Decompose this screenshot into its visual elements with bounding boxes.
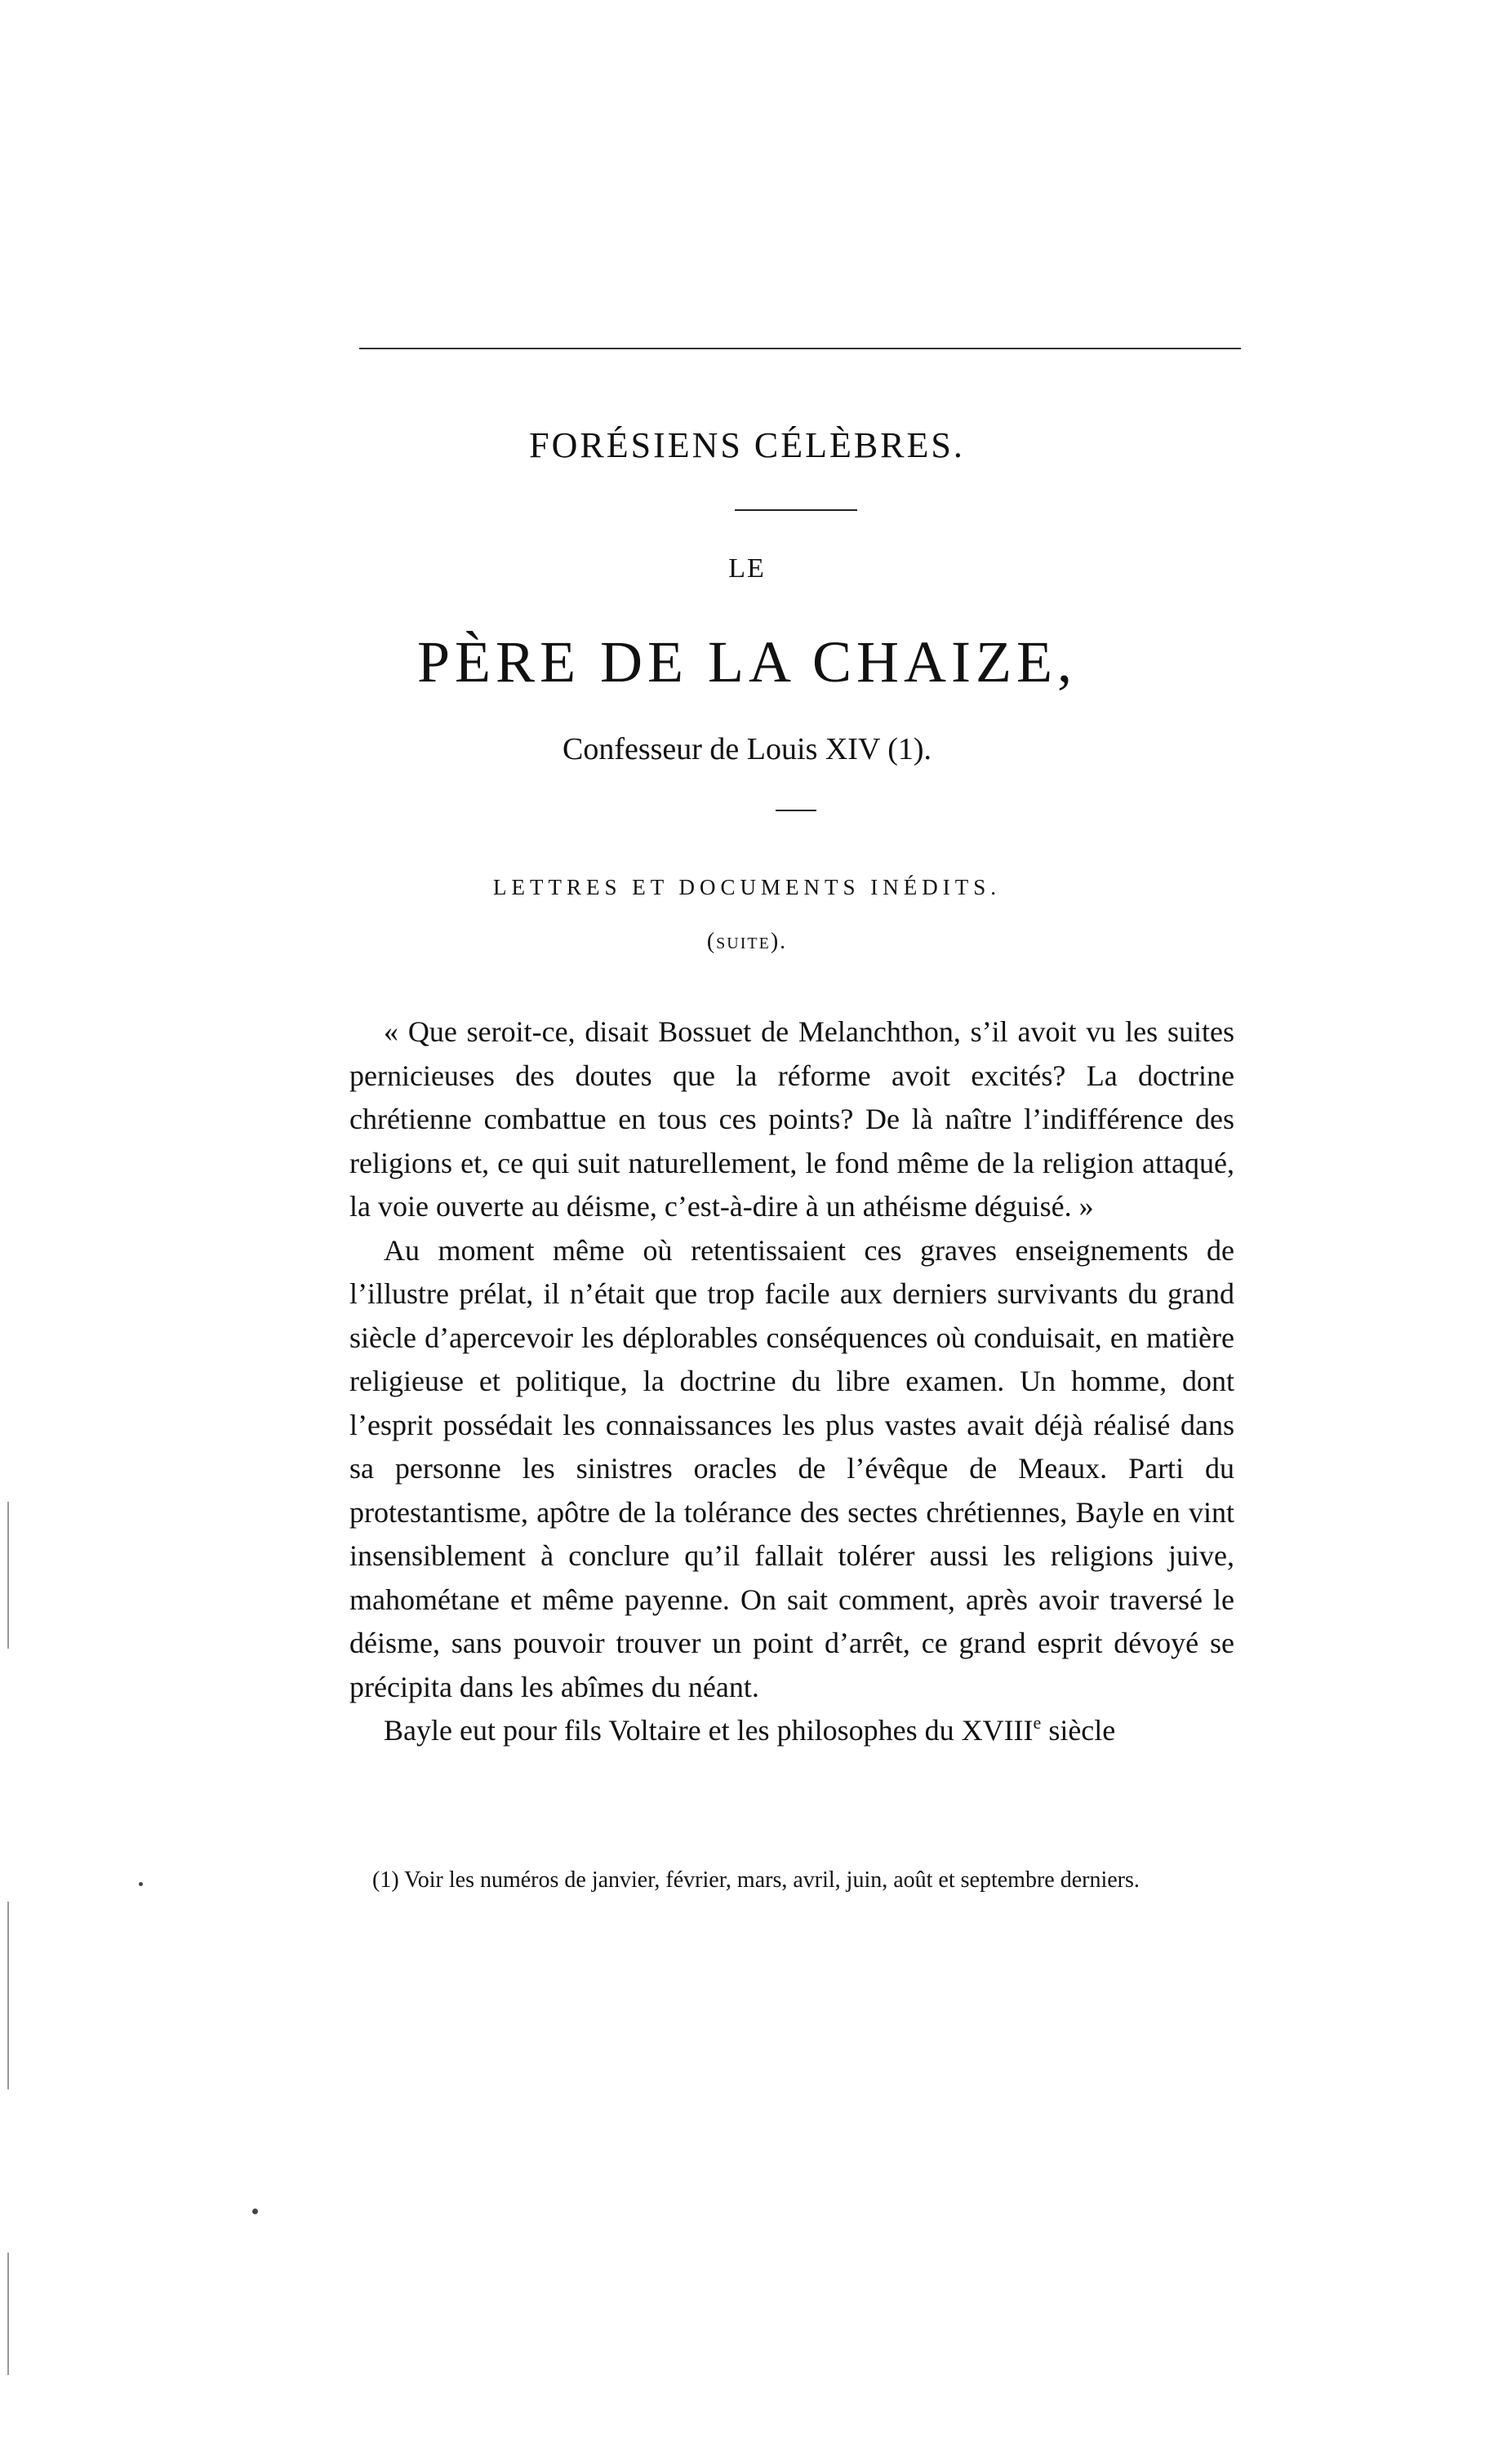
- divider-rule: [735, 509, 857, 511]
- body-text: [349, 1010, 1234, 1753]
- title-article: LE: [728, 553, 766, 584]
- scan-margin-line: [7, 2253, 9, 2375]
- series-title: FORÉSIENS CÉLÈBRES.: [529, 425, 965, 465]
- scan-dot: [139, 1882, 143, 1886]
- continuation-note: [0, 929, 1494, 955]
- divider-rule-short: [776, 810, 816, 811]
- superscript-e: e: [1033, 1712, 1042, 1733]
- scan-margin-line: [7, 1502, 9, 1649]
- scan-margin-line: [7, 1902, 9, 2089]
- subtitle: Confesseur de Louis XIV (1).: [562, 732, 932, 766]
- top-decorative-rule: [359, 348, 1241, 349]
- main-title: PÈRE DE LA CHAIZE,: [417, 629, 1077, 695]
- section-heading: LETTRES ET DOCUMENTS INÉDITS.: [493, 875, 1001, 899]
- paragraph-bayle: Au moment même où retentissaient ces graves enseignements de l’illustre prélat, il n’était que trop facile aux derniers survivants du grand siècle d’apercevoir les déplorables conséquences où conduisait, en matière religieuse et politique, la doctrine du libre examen. Un homme, dont l’esprit possédait les connaissances les plus vastes avait déjà réalisé dans sa personne les sinistres oracles de l’évêque de Meaux. Parti du protestantisme, apôtre de la tolérance des sectes chrétiennes, Bayle en vint insensiblement à conclure qu’il fallait tolérer aussi les religions juive, mahométane et même payenne. On sait comment, après avoir traversé le déisme, sans pouvoir trouver un point d’arrêt, ce grand esprit dévoyé se précipita dans les abîmes du néant.: [349, 1233, 1234, 1703]
- paragraph-last-start: Bayle eut pour fils Voltaire et les philosophes du XVIII: [384, 1714, 1034, 1747]
- paragraph-last: [349, 1709, 1234, 1753]
- scan-dot: [252, 2209, 258, 2214]
- paragraph-quote: « Que seroit-ce, disait Bossuet de Melanchthon, s’il avoit vu les suites pernicieuses des doutes que la réforme avoit excités? La doctrine chrétienne combattue en tous ces points? De là naître l’indifférence des religions et, ce qui suit naturellement, le fond même de la religion attaqué, la voie ouverte au déisme, c’est-à-dire à un athéisme déguisé. »: [349, 1015, 1234, 1223]
- footnote: (1) Voir les numéros de janvier, février, mars, avril, juin, août et septembre derniers.: [372, 1867, 1140, 1893]
- continuation-text: (suite).: [706, 929, 788, 954]
- paragraph-last-end: siècle: [1041, 1714, 1116, 1747]
